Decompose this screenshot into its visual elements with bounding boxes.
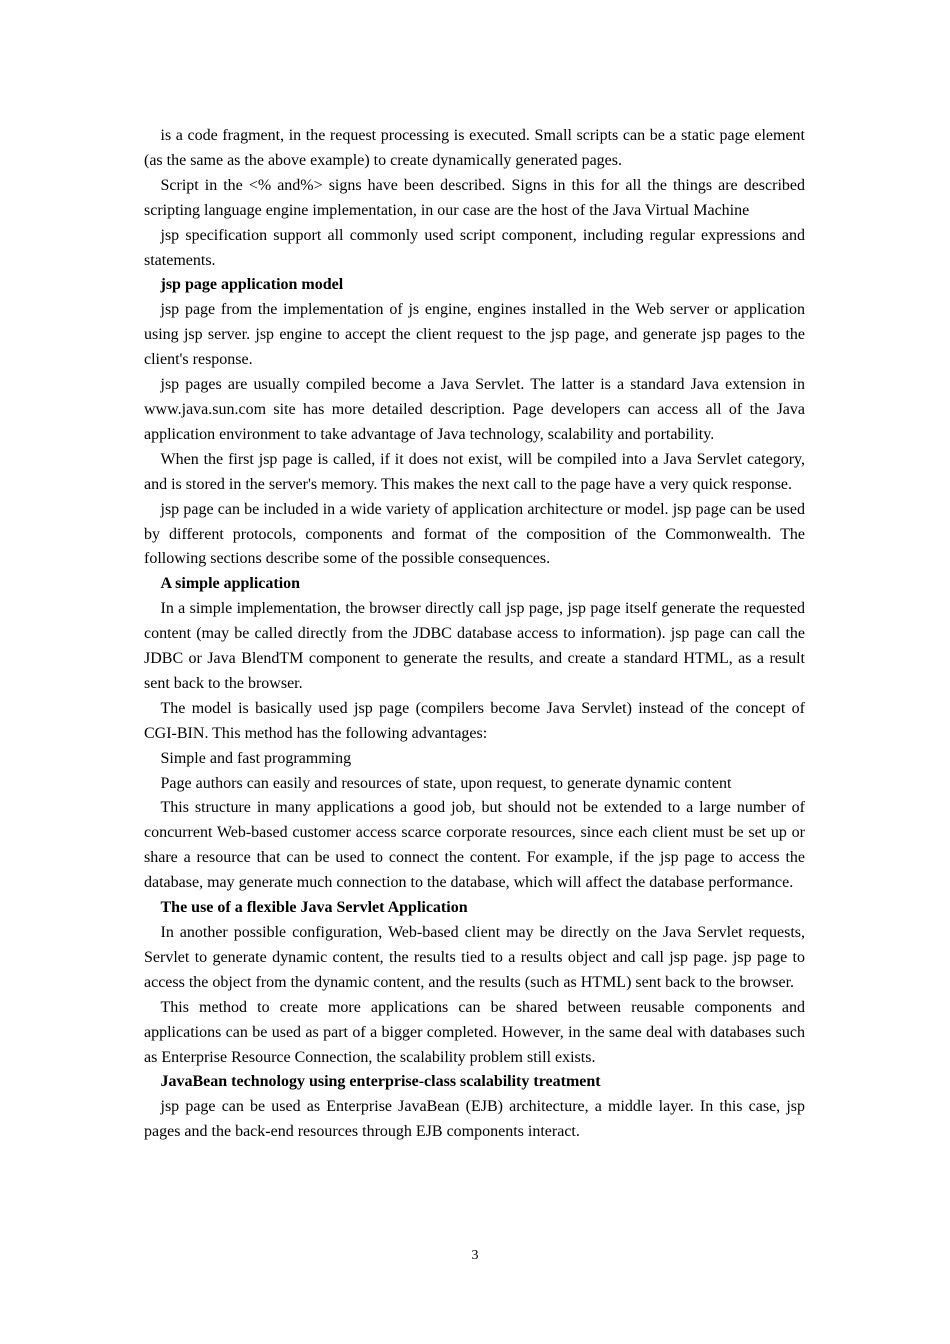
document-body — [144, 124, 805, 1145]
paragraph-architectures: jsp page can be included in a wide variety of application architecture or model. jsp page can be used by different protocols, components and format of the composition of the Commonwealth. The following sections describe some of the possible consequences. — [144, 500, 805, 568]
paragraph-ejb-middle-layer: jsp page can be used as Enterprise JavaBean (EJB) architecture, a middle layer. In this case, jsp pages and the back-end resources through EJB components interact. — [144, 1098, 805, 1141]
list-item-simple-fast: Simple and fast programming — [160, 749, 352, 767]
paragraph-servlet-configuration: In another possible configuration, Web-based client may be directly on the Java Servlet requests, Servlet to generate dynamic content, the results tied to a results object and call jsp page. jsp page to access the object from the dynamic content, and the results (such as HTML) sent back to the browser. — [144, 924, 805, 991]
paragraph-structure-limits: This structure in many applications a good job, but should not be extended to a large number of concurrent Web-based customer access scarce corporate resources, since each client must be set up or share a resource that can be used to connect the content. For example, if the jsp page to access the database, may generate much connection to the database, which will affect the database performance. — [144, 799, 805, 892]
paragraph-first-call: When the first jsp page is called, if it does not exist, will be compiled into a Java Servlet category, and is stored in the server's memory. This makes the next call to the page have a very quick response. — [144, 450, 805, 493]
page-number: 3 — [471, 1248, 479, 1263]
paragraph-jsp-specification: jsp specification support all commonly used script component, including regular expressions and statements. — [144, 226, 805, 269]
paragraph-script-signs: Script in the <% and%> signs have been described. Signs in this for all the things are described scripting language engine implementation, in our case are the host of the Java Virtual Machine — [144, 176, 805, 219]
heading-flexible-servlet: The use of a flexible Java Servlet Application — [160, 899, 468, 917]
paragraph-simple-implementation: In a simple implementation, the browser directly call jsp page, jsp page itself generate the requested content (may be called directly from the JDBC database access to information). jsp page can call the JDBC or Java BlendTM component to generate the results, and create a standard HTML, as a result sent back to the browser. — [144, 600, 805, 692]
paragraph-jsp-engine: jsp page from the implementation of js engine, engines installed in the Web server or application using jsp server. jsp engine to accept the client request to the jsp page, and generate jsp pages to the client's response. — [144, 301, 805, 369]
paragraph-script-fragment: is a code fragment, in the request processing is executed. Small scripts can be a static page element (as the same as the above example) to create dynamically generated pages. — [144, 127, 805, 169]
paragraph-reusable-components: This method to create more applications can be shared between reusable components and applications can be used as part of a bigger completed. However, in the same deal with databases such as Enterprise Resource Connection, the scalability problem still exists. — [144, 998, 805, 1066]
paragraph-model-advantages: The model is basically used jsp page (compilers become Java Servlet) instead of the concept of CGI-BIN. This method has the following advantages: — [144, 699, 805, 742]
heading-javabean-technology: JavaBean technology using enterprise-class scalability treatment — [160, 1073, 601, 1091]
list-item-page-authors: Page authors can easily and resources of state, upon request, to generate dynamic content — [160, 774, 732, 792]
paragraph-compiled-servlet: jsp pages are usually compiled become a Java Servlet. The latter is a standard Java extension in www.java.sun.com site has more detailed description. Page developers can access all of the Java application environment to take advantage of Java technology, scalability and portability. — [144, 376, 805, 443]
heading-simple-application: A simple application — [160, 575, 301, 593]
heading-application-model: jsp page application model — [160, 276, 344, 294]
